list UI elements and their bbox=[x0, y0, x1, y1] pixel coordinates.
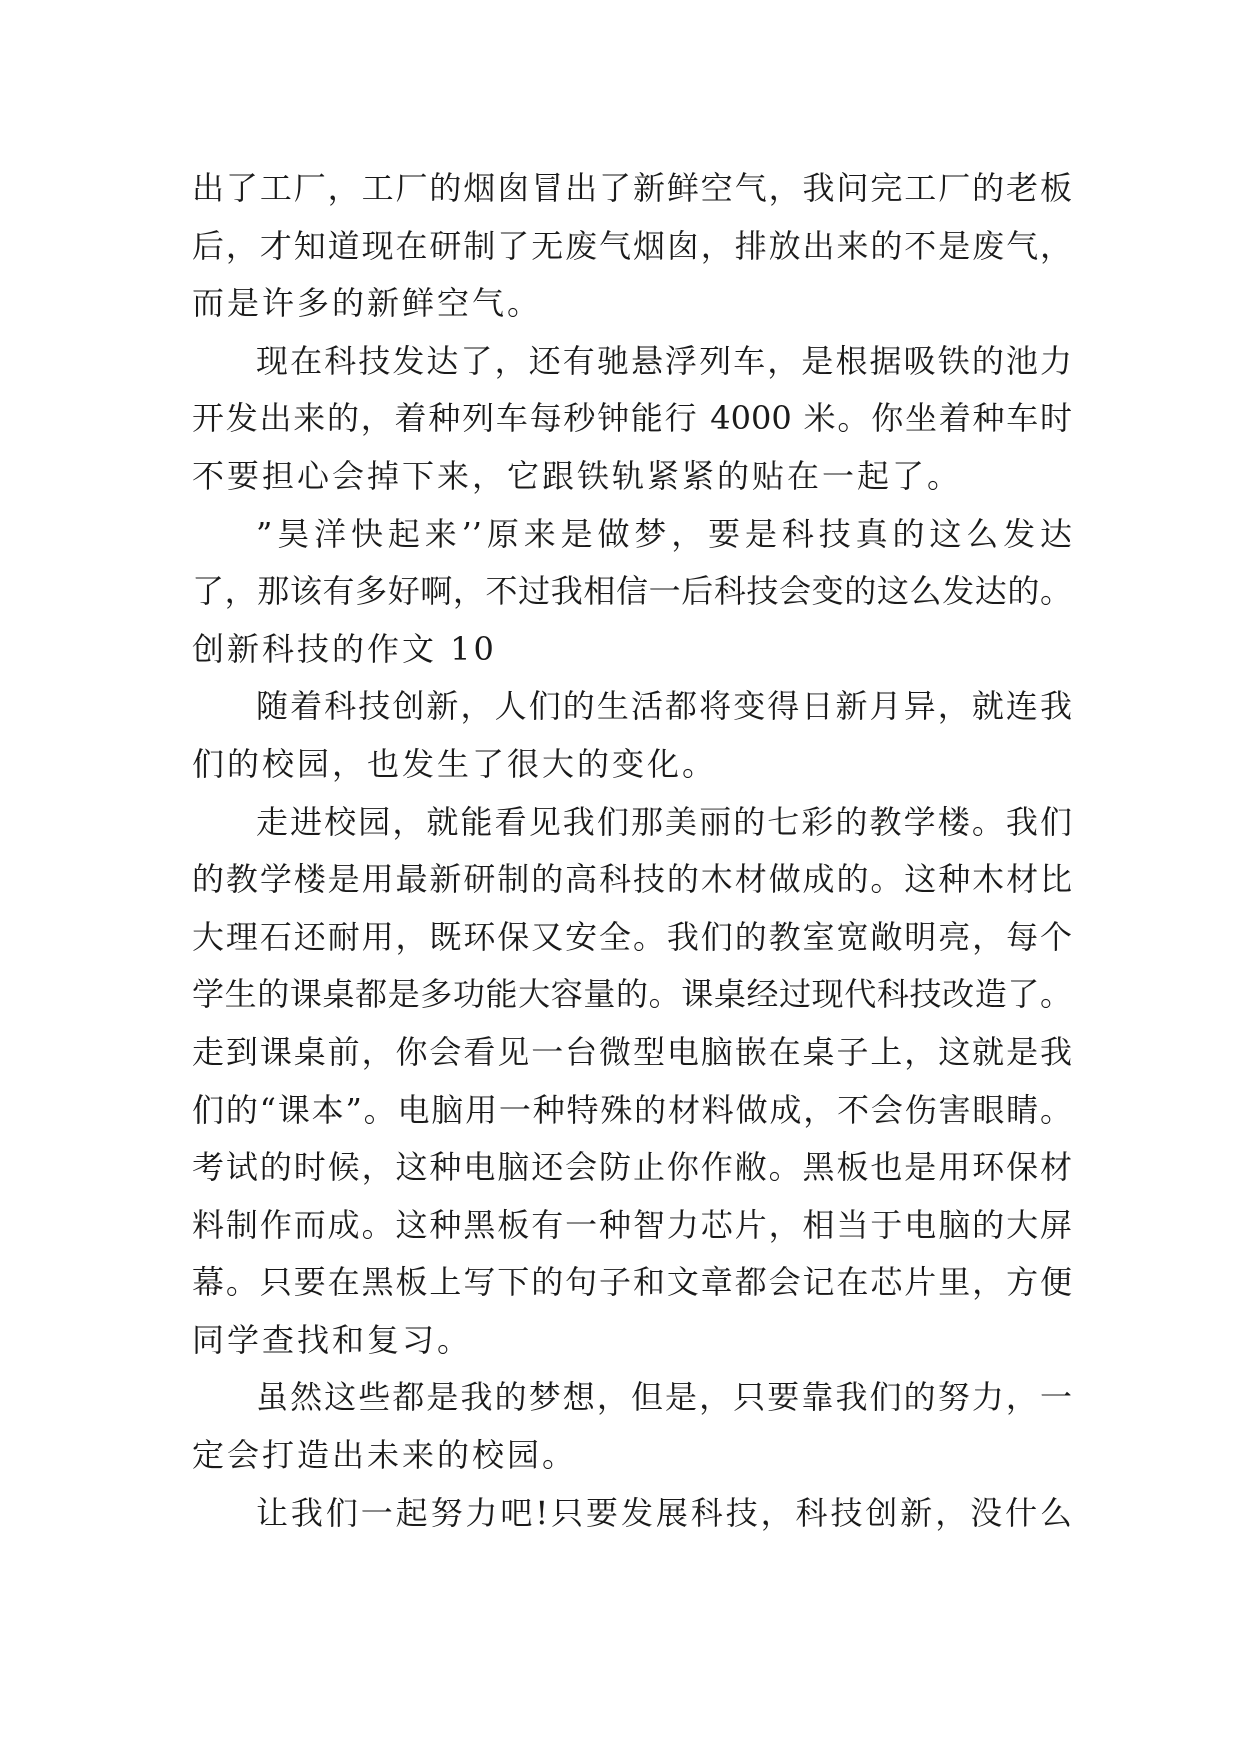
text-line: 料制作而成。这种黑板有一种智力芯片，相当于电脑的大屏 bbox=[192, 1205, 1072, 1244]
section-heading: 创新科技的作文 10 bbox=[192, 629, 497, 668]
text-line: 后，才知道现在研制了无废气烟囱，排放出来的不是废气， bbox=[192, 226, 1072, 265]
essay-body bbox=[192, 160, 1072, 1542]
paragraph-start-line: ”昊洋快起来’’原来是做梦，要是科技真的这么发达 bbox=[256, 514, 1072, 553]
text-line: 定会打造出未来的校园。 bbox=[192, 1436, 578, 1475]
paragraph-start-line: 走进校园，就能看见我们那美丽的七彩的教学楼。我们 bbox=[256, 802, 1072, 841]
text-line: 不要担心会掉下来，它跟铁轨紧紧的贴在一起了。 bbox=[192, 456, 963, 495]
text-line: 考试的时候，这种电脑还会防止你作敝。黑板也是用环保材 bbox=[192, 1148, 1072, 1187]
text-line: 学生的课桌都是多功能大容量的。课桌经过现代科技改造了。 bbox=[192, 975, 1072, 1014]
paragraph-start-line: 虽然这些都是我的梦想，但是，只要靠我们的努力，一 bbox=[256, 1378, 1072, 1417]
text-line: 走到课桌前，你会看见一台微型电脑嵌在桌子上，这就是我 bbox=[192, 1032, 1072, 1071]
text-line: 大理石还耐用，既环保又安全。我们的教室宽敞明亮，每个 bbox=[192, 917, 1072, 956]
text-line: 了，那该有多好啊，不过我相信一后科技会变的这么发达的。 bbox=[192, 572, 1072, 611]
text-line: 们的“课本”。电脑用一种特殊的材料做成，不会伤害眼睛。 bbox=[192, 1090, 1072, 1129]
text-line: 出了工厂，工厂的烟囱冒出了新鲜空气，我问完工厂的老板 bbox=[192, 169, 1072, 207]
text-line: 的教学楼是用最新研制的高科技的木材做成的。这种木材比 bbox=[192, 860, 1072, 899]
text-line: 们的校园，也发生了很大的变化。 bbox=[192, 744, 718, 783]
paragraph-start-line: 现在科技发达了，还有驰悬浮列车，是根据吸铁的池力 bbox=[256, 341, 1072, 380]
text-line: 同学查找和复习。 bbox=[192, 1320, 473, 1359]
paragraph-start-line: 随着科技创新，人们的生活都将变得日新月异，就连我 bbox=[256, 687, 1072, 726]
text-line: 而是许多的新鲜空气。 bbox=[192, 284, 543, 323]
text-line: 幕。只要在黑板上写下的句子和文章都会记在芯片里，方便 bbox=[192, 1263, 1072, 1302]
paragraph-start-line: 让我们一起努力吧!只要发展科技，科技创新，没什么 bbox=[256, 1493, 1072, 1532]
text-line: 开发出来的，着种列车每秒钟能行 4000 米。你坐着种车时 bbox=[192, 399, 1072, 438]
